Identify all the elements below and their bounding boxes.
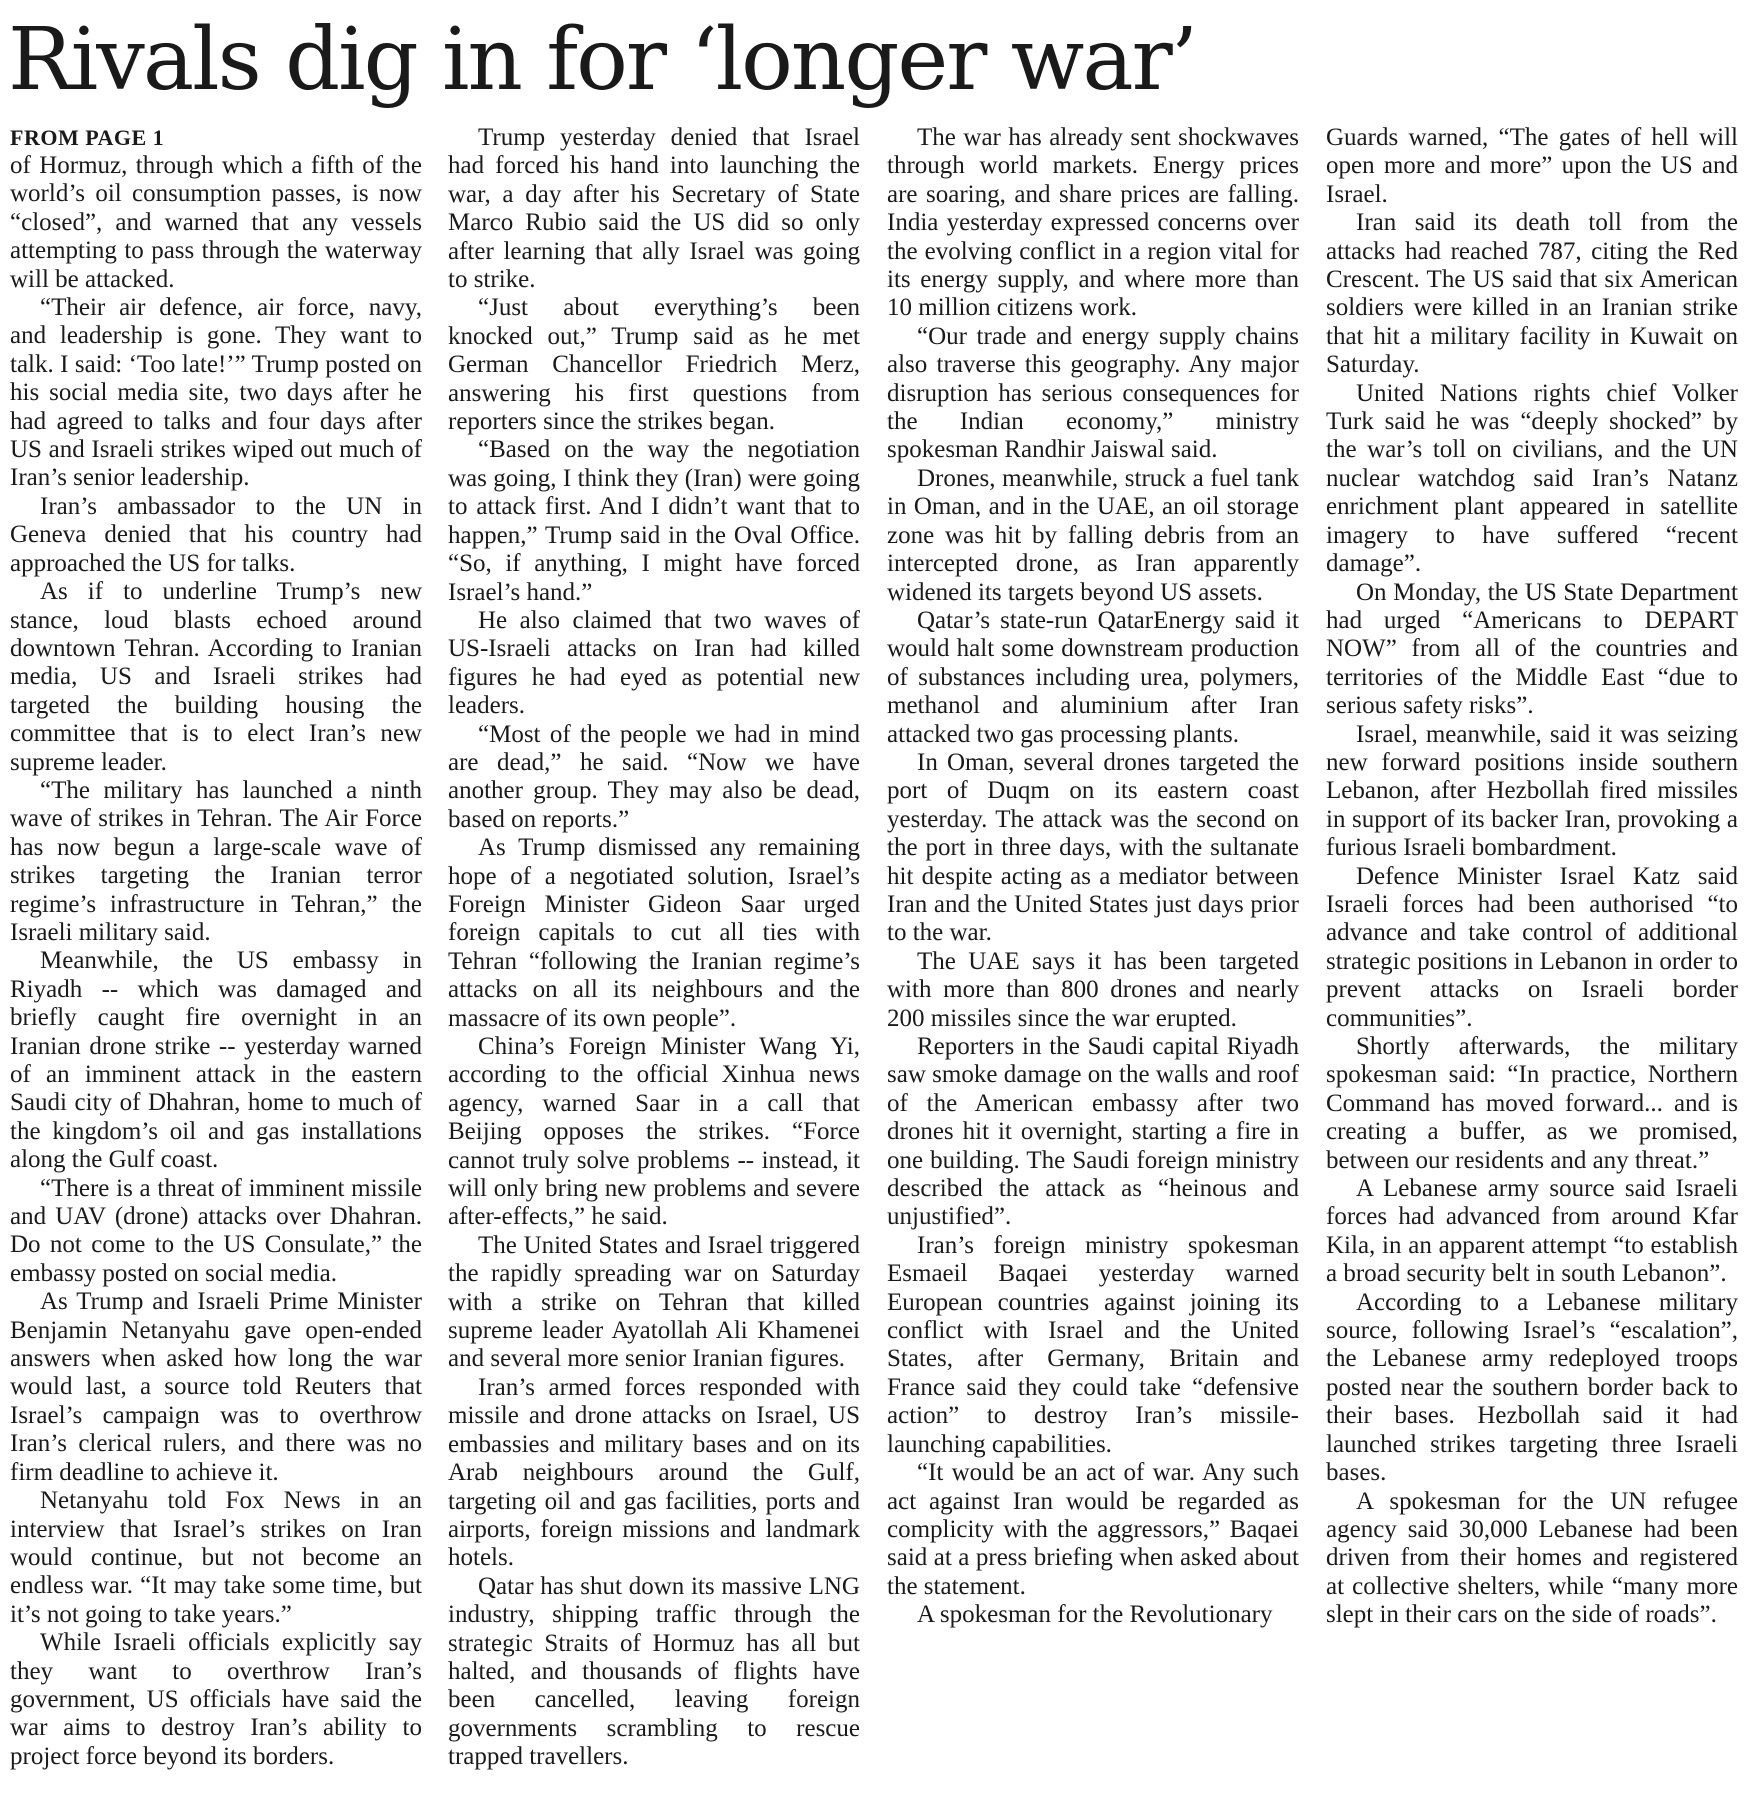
paragraph: China’s Foreign Minister Wang Yi, according to the official Xinhua news agency, warned Saar in a call that Beijing opposes the strikes. “Force cannot truly solve problems -- instead, it will only bring new problems and severe after-effects,” he said. [448,1033,860,1231]
paragraph: A spokesman for the Revolutionary [917,1601,1273,1629]
paragraph: As Trump dismissed any remaining hope of a negotiated solution, Israel’s Foreign Minister Gideon Saar urged foreign capitals to cut all ties with Tehran “following the Iranian regime’s attacks on all its neighbours and the massacre of its own people”. [448,834,860,1032]
paragraph [10,124,422,294]
paragraph: Iran’s ambassador to the UN in Geneva denied that his country had approached the US for talks. [10,492,422,577]
paragraph: He also claimed that two waves of US-Israeli attacks on Iran had killed figures he had eyed as potential new leaders. [448,606,860,720]
paragraph: Iran’s foreign ministry spokesman Esmaeil Baqaei yesterday warned European countries against joining its conflict with Israel and the United States, after Germany, Britain and France said they could take “defensive action” to destroy Iran’s missile-launching capabilities. [887,1231,1299,1458]
article-column-2 [448,124,860,1804]
paragraph: Guards warned, “The gates of hell will open more and more” upon the US and Israel. [1326,124,1738,208]
paragraph: Qatar’s state-run QatarEnergy said it would halt some downstream production of substances including urea, polymers, methanol and aluminium after Iran attacked two gas processing plants. [887,606,1299,748]
paragraph: “It would be an act of war. Any such act against Iran would be regarded as complicity with the aggressors,” Baqaei said at a press briefing when asked about the statement. [887,1459,1299,1600]
paragraph: “There is a threat of imminent missile and UAV (drone) attacks over Dhahran. Do not come to the US Consulate,” the embassy posted on social media. [10,1174,422,1287]
paragraph: The United States and Israel triggered the rapidly spreading war on Saturday with a strike on Tehran that killed supreme leader Ayatollah Ali Khamenei and several more senior Iranian figures. [448,1231,860,1373]
paragraph: The war has already sent shockwaves through world markets. Energy prices are soaring, and share prices are falling. India yesterday expressed concerns over the evolving conflict in a region vital for its energy supply, and where more than 10 million citizens work. [887,124,1299,322]
paragraph: Israel, meanwhile, said it was seizing new forward positions inside southern Lebanon, after Hezbollah fired missiles in support of its backer Iran, provoking a furious Israeli bombardment. [1326,720,1738,862]
paragraph: According to a Lebanese military source, following Israel’s “escalation”, the Lebanese army redeployed troops posted near the southern border back to their bases. Hezbollah said it had launched strikes targeting three Israeli bases. [1326,1288,1738,1487]
paragraph: Qatar has shut down its massive LNG industry, shipping traffic through the strategic Straits of Hormuz has all but halted, and thousands of flights have been cancelled, leaving foreign governments scrambling to rescue trapped travellers. [448,1572,860,1771]
paragraph: In Oman, several drones targeted the port of Duqm on its eastern coast yesterday. The attack was the second on the port in three days, with the sultanate hit despite acting as a mediator between Iran and the United States just days prior to the war. [887,748,1299,947]
continued-from-kicker: FROM PAGE 1 [10,125,165,150]
paragraph: As if to underline Trump’s new stance, loud blasts echoed around downtown Tehran. According to Iranian media, US and Israeli strikes had targeted the building housing the committee that is to elect Iran’s new supreme leader. [10,578,422,776]
paragraph: The UAE says it has been targeted with more than 800 drones and nearly 200 missiles since the war erupted. [887,947,1299,1032]
paragraph: While Israeli officials explicitly say they want to overthrow Iran’s government, US officials have said the war aims to destroy Iran’s ability to project force beyond its borders. [10,1629,422,1770]
paragraph: Defence Minister Israel Katz said Israeli forces had been authorised “to advance and take control of additional strategic positions in Lebanon in order to prevent attacks on Israeli border communities”. [1326,862,1738,1032]
paragraph: Shortly afterwards, the military spokesman said: “In practice, Northern Command has moved forward... and is creating a buffer, as we promised, between our residents and any threat.” [1326,1033,1738,1174]
paragraph: Iran said its death toll from the attacks had reached 787, citing the Red Crescent. The US said that six American soldiers were killed in an Iranian strike that hit a military facility in Kuwait on Saturday. [1326,209,1738,379]
paragraph: “Most of the people we had in mind are dead,” he said. “Now we have another group. They may also be dead, based on reports.” [448,720,860,833]
article-column-3 [887,124,1299,1804]
paragraph: A Lebanese army source said Israeli forces had advanced from around Kfar Kila, in an apparent attempt “to establish a broad security belt in south Lebanon”. [1326,1175,1738,1288]
paragraph: “The military has launched a ninth wave of strikes in Tehran. The Air Force has now begun a large-scale wave of strikes targeting the Iranian terror regime’s infrastructure in Tehran,” the Israeli military said. [10,776,422,946]
paragraph-text: of Hormuz, through which a fifth of the world’s oil consumption passes, is now “closed”, and warned that any vessels attempting to pass through the waterway will be attacked. [10,152,422,293]
paragraph: Drones, meanwhile, struck a fuel tank in Oman, and in the UAE, an oil storage zone was hit by falling debris from an intercepted drone, as Iran apparently widened its targets beyond US assets. [887,464,1299,606]
paragraph: As Trump and Israeli Prime Minister Benjamin Netanyahu gave open-ended answers when asked how long the war would last, a source told Reuters that Israel’s campaign was to overthrow Iran’s clerical rulers, and there was no firm deadline to achieve it. [10,1288,422,1486]
paragraph: United Nations rights chief Volker Turk said he was “deeply shocked” by the war’s toll on civilians, and the UN nuclear watchdog said Iran’s Natanz enrichment plant appeared in satellite imagery to have suffered “recent damage”. [1326,379,1738,578]
paragraph: Trump yesterday denied that Israel had forced his hand into launching the war, a day after his Secretary of State Marco Rubio said the US did so only after learning that ally Israel was going to strike. [448,124,860,294]
paragraph: Netanyahu told Fox News in an interview that Israel’s strikes on Iran would continue, but not become an endless war. “It may take some time, but it’s not going to take years.” [10,1487,422,1628]
paragraph: “Our trade and energy supply chains also traverse this geography. Any major disruption has serious consequences for the Indian economy,” ministry spokesman Randhir Jaiswal said. [887,322,1299,464]
paragraph: “Based on the way the negotiation was going, I think they (Iran) were going to attack first. And I didn’t want that to happen,” Trump said in the Oval Office. “So, if anything, I might have forced Israel’s hand.” [448,436,860,606]
paragraph: A spokesman for the UN refugee agency said 30,000 Lebanese had been driven from their homes and registered at collective shelters, while “many more slept in their cars on the side of roads”. [1326,1487,1738,1629]
paragraph: “Their air defence, air force, navy, and leadership is gone. They want to talk. I said: ‘Too late!’” Trump posted on his social media site, two days after he had agreed to talks and four days after US and Israeli strikes wiped out much of Iran’s senior leadership. [10,294,422,492]
paragraph: On Monday, the US State Department had urged “Americans to DEPART NOW” from all of the countries and territories of the Middle East “due to serious safety risks”. [1326,578,1738,720]
paragraph: Reporters in the Saudi capital Riyadh saw smoke damage on the walls and roof of the American embassy after two drones hit it overnight, starting a fire in one building. The Saudi foreign ministry described the attack as “heinous and unjustified”. [887,1033,1299,1231]
article-column-1 [10,124,422,1804]
paragraph: Iran’s armed forces responded with missile and drone attacks on Israel, US embassies and military bases and on its Arab neighbours around the Gulf, targeting oil and gas facilities, ports and airports, foreign missions and landmark hotels. [448,1373,860,1572]
article-column-4 [1326,124,1738,1804]
headline: Rivals dig in for ‘longer war’ [8,10,1197,110]
paragraph: “Just about everything’s been knocked out,” Trump said as he met German Chancellor Friedrich Merz, answering his first questions from reporters since the strikes began. [448,294,860,436]
paragraph: Meanwhile, the US embassy in Riyadh -- which was damaged and briefly caught fire overnight in an Iranian drone strike -- yesterday warned of an imminent attack in the eastern Saudi city of Dhahran, home to much of the kingdom’s oil and gas installations along the Gulf coast. [10,947,422,1174]
